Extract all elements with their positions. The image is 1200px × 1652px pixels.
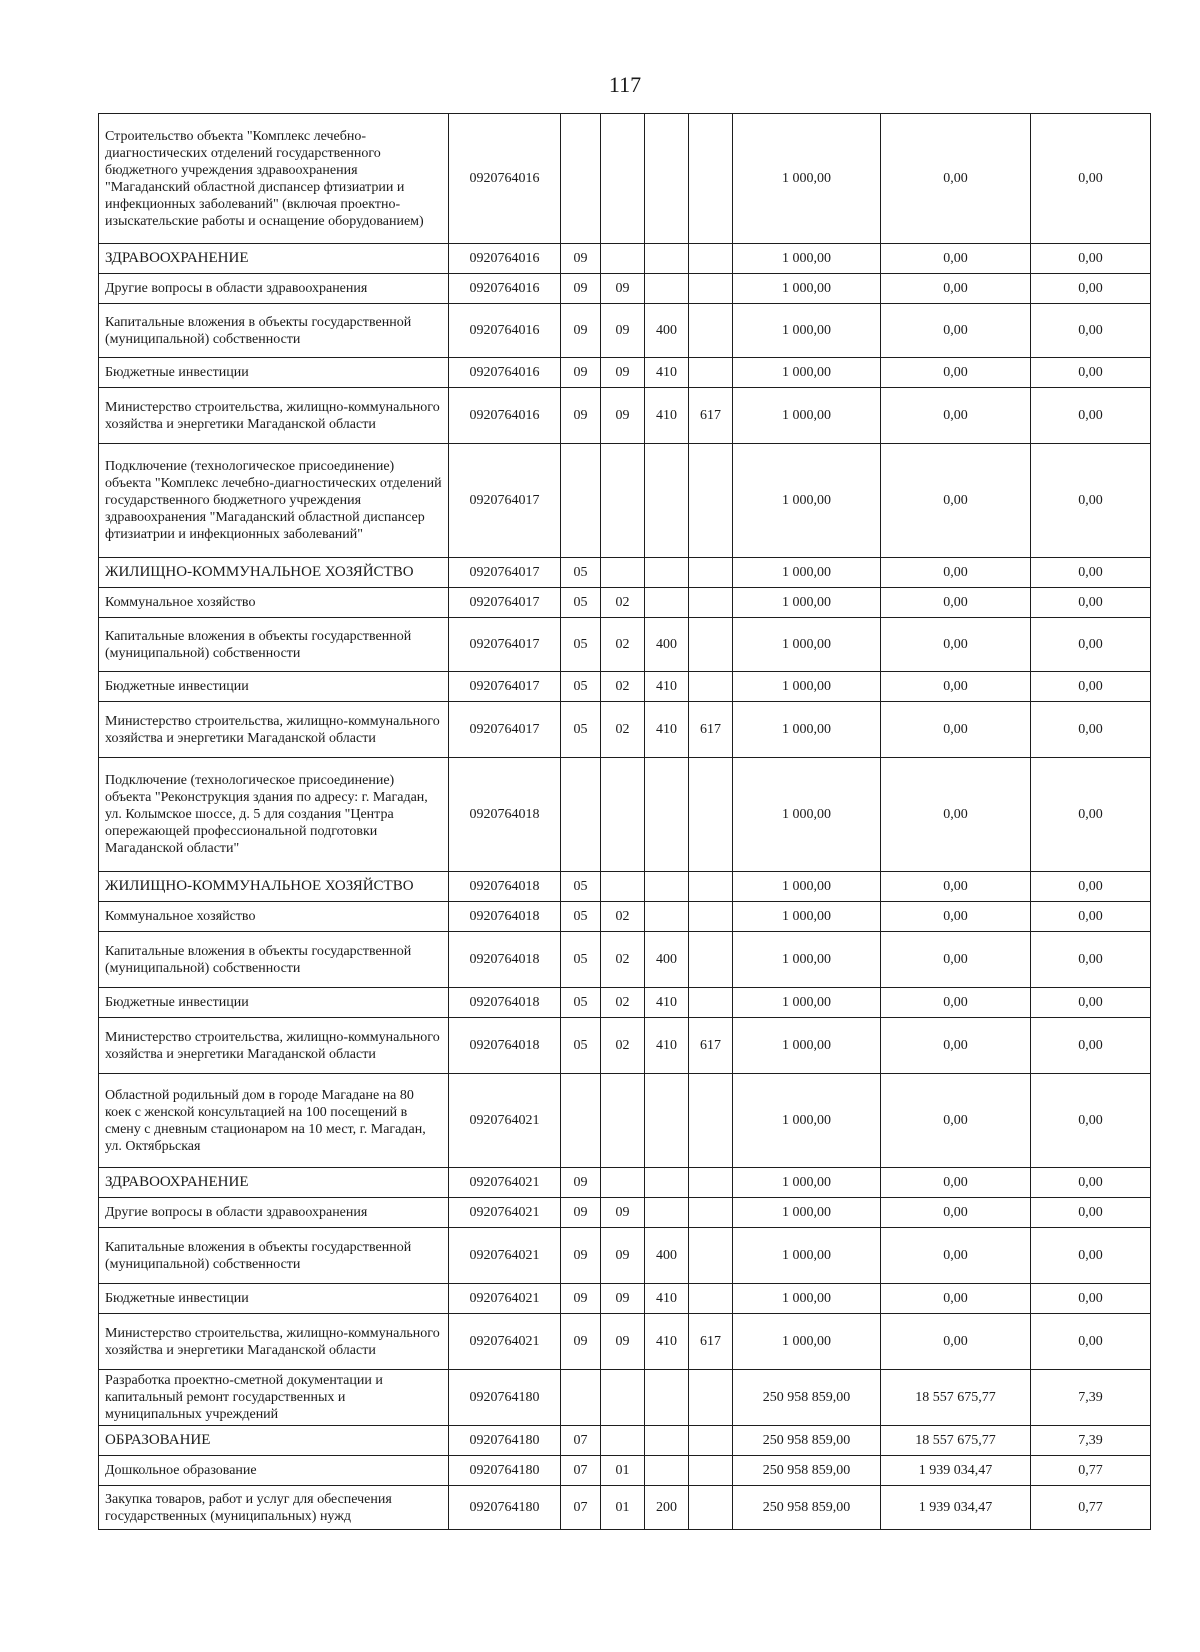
table-row xyxy=(99,702,1151,758)
section-code: 05 xyxy=(561,872,601,902)
target-code: 0920764180 xyxy=(449,1456,561,1486)
execution-percent: 0,00 xyxy=(1031,1198,1151,1228)
execution-percent: 0,77 xyxy=(1031,1456,1151,1486)
section-code: 05 xyxy=(561,988,601,1018)
planned-amount: 1 000,00 xyxy=(733,444,881,558)
item-name: Другие вопросы в области здравоохранения xyxy=(99,274,449,304)
table-row xyxy=(99,444,1151,558)
execution-percent: 0,00 xyxy=(1031,588,1151,618)
planned-amount: 1 000,00 xyxy=(733,1284,881,1314)
administrator-code: 617 xyxy=(689,388,733,444)
executed-amount: 0,00 xyxy=(881,558,1031,588)
section-code: 09 xyxy=(561,1168,601,1198)
section-code: 09 xyxy=(561,244,601,274)
executed-amount: 0,00 xyxy=(881,902,1031,932)
section-code: 09 xyxy=(561,274,601,304)
execution-percent: 0,00 xyxy=(1031,1074,1151,1168)
administrator-code xyxy=(689,274,733,304)
section-code: 07 xyxy=(561,1456,601,1486)
table-row xyxy=(99,1198,1151,1228)
table-row xyxy=(99,932,1151,988)
expense-type-code: 410 xyxy=(645,1284,689,1314)
item-name: Коммунальное хозяйство xyxy=(99,902,449,932)
subsection-code: 02 xyxy=(601,902,645,932)
subsection-code: 01 xyxy=(601,1456,645,1486)
administrator-code xyxy=(689,758,733,872)
target-code: 0920764016 xyxy=(449,304,561,358)
target-code: 0920764016 xyxy=(449,388,561,444)
table-row xyxy=(99,1486,1151,1530)
executed-amount: 0,00 xyxy=(881,1198,1031,1228)
subsection-code xyxy=(601,114,645,244)
expense-type-code xyxy=(645,1426,689,1456)
subsection-code xyxy=(601,1074,645,1168)
expense-type-code xyxy=(645,1456,689,1486)
section-code: 09 xyxy=(561,304,601,358)
planned-amount: 1 000,00 xyxy=(733,902,881,932)
item-name: ЗДРАВООХРАНЕНИЕ xyxy=(99,1168,449,1198)
execution-percent: 0,00 xyxy=(1031,1018,1151,1074)
expense-type-code: 410 xyxy=(645,388,689,444)
execution-percent: 0,00 xyxy=(1031,444,1151,558)
target-code: 0920764180 xyxy=(449,1426,561,1456)
planned-amount: 250 958 859,00 xyxy=(733,1426,881,1456)
section-code: 05 xyxy=(561,618,601,672)
table-row xyxy=(99,388,1151,444)
administrator-code xyxy=(689,1198,733,1228)
table-row xyxy=(99,872,1151,902)
planned-amount: 1 000,00 xyxy=(733,702,881,758)
table-row xyxy=(99,902,1151,932)
planned-amount: 250 958 859,00 xyxy=(733,1456,881,1486)
table-row xyxy=(99,114,1151,244)
target-code: 0920764017 xyxy=(449,444,561,558)
administrator-code xyxy=(689,588,733,618)
executed-amount: 0,00 xyxy=(881,618,1031,672)
expense-type-code: 410 xyxy=(645,672,689,702)
item-name: Закупка товаров, работ и услуг для обеспечения государственных (муниципальных) нужд xyxy=(99,1486,449,1530)
execution-percent: 0,00 xyxy=(1031,114,1151,244)
expense-type-code: 410 xyxy=(645,1018,689,1074)
target-code: 0920764180 xyxy=(449,1370,561,1426)
execution-percent: 0,00 xyxy=(1031,358,1151,388)
target-code: 0920764021 xyxy=(449,1168,561,1198)
execution-percent: 0,00 xyxy=(1031,902,1151,932)
target-code: 0920764018 xyxy=(449,902,561,932)
executed-amount: 0,00 xyxy=(881,588,1031,618)
target-code: 0920764180 xyxy=(449,1486,561,1530)
expense-type-code xyxy=(645,1074,689,1168)
executed-amount: 0,00 xyxy=(881,988,1031,1018)
target-code: 0920764021 xyxy=(449,1074,561,1168)
administrator-code xyxy=(689,358,733,388)
subsection-code: 09 xyxy=(601,304,645,358)
planned-amount: 1 000,00 xyxy=(733,1074,881,1168)
expense-type-code xyxy=(645,872,689,902)
item-name: Бюджетные инвестиции xyxy=(99,672,449,702)
planned-amount: 1 000,00 xyxy=(733,114,881,244)
planned-amount: 1 000,00 xyxy=(733,872,881,902)
subsection-code: 09 xyxy=(601,358,645,388)
item-name: Бюджетные инвестиции xyxy=(99,1284,449,1314)
subsection-code: 09 xyxy=(601,1228,645,1284)
section-code: 09 xyxy=(561,358,601,388)
subsection-code xyxy=(601,1370,645,1426)
section-code: 05 xyxy=(561,588,601,618)
item-name: Подключение (технологическое присоединение) объекта "Комплекс лечебно-диагностических отделений государственного бюджетного учреждения здравоохранения "Магаданский областной диспансер фтизиатрии и инфекционных заболеваний" xyxy=(99,444,449,558)
expense-type-code xyxy=(645,244,689,274)
item-name: Областной родильный дом в городе Магадане на 80 коек с женской консультацией на 100 посещений в смену с дневным стационаром на 10 мест, г. Магадан, ул. Октябрьская xyxy=(99,1074,449,1168)
table-row xyxy=(99,558,1151,588)
item-name: Бюджетные инвестиции xyxy=(99,358,449,388)
section-code xyxy=(561,1370,601,1426)
section-code: 07 xyxy=(561,1486,601,1530)
administrator-code xyxy=(689,1486,733,1530)
table-row xyxy=(99,244,1151,274)
administrator-code xyxy=(689,672,733,702)
planned-amount: 1 000,00 xyxy=(733,1314,881,1370)
table-row xyxy=(99,1284,1151,1314)
administrator-code xyxy=(689,1284,733,1314)
executed-amount: 0,00 xyxy=(881,1018,1031,1074)
table-row xyxy=(99,358,1151,388)
expense-type-code xyxy=(645,902,689,932)
execution-percent: 0,77 xyxy=(1031,1486,1151,1530)
executed-amount: 0,00 xyxy=(881,932,1031,988)
table-row xyxy=(99,1074,1151,1168)
administrator-code xyxy=(689,988,733,1018)
section-code xyxy=(561,444,601,558)
planned-amount: 1 000,00 xyxy=(733,388,881,444)
expense-type-code: 200 xyxy=(645,1486,689,1530)
execution-percent: 0,00 xyxy=(1031,672,1151,702)
expense-type-code: 410 xyxy=(645,702,689,758)
expense-type-code: 400 xyxy=(645,1228,689,1284)
target-code: 0920764017 xyxy=(449,558,561,588)
target-code: 0920764018 xyxy=(449,872,561,902)
expense-type-code xyxy=(645,1168,689,1198)
expense-type-code xyxy=(645,558,689,588)
section-code: 05 xyxy=(561,902,601,932)
section-code: 05 xyxy=(561,558,601,588)
section-code: 09 xyxy=(561,1284,601,1314)
executed-amount: 0,00 xyxy=(881,444,1031,558)
executed-amount: 0,00 xyxy=(881,1168,1031,1198)
table-row xyxy=(99,1456,1151,1486)
planned-amount: 1 000,00 xyxy=(733,588,881,618)
administrator-code xyxy=(689,558,733,588)
item-name: Министерство строительства, жилищно-коммунального хозяйства и энергетики Магаданской области xyxy=(99,388,449,444)
execution-percent: 0,00 xyxy=(1031,558,1151,588)
target-code: 0920764017 xyxy=(449,702,561,758)
item-name: Министерство строительства, жилищно-коммунального хозяйства и энергетики Магаданской области xyxy=(99,1314,449,1370)
section-code xyxy=(561,758,601,872)
item-name: ЖИЛИЩНО-КОММУНАЛЬНОЕ ХОЗЯЙСТВО xyxy=(99,872,449,902)
administrator-code xyxy=(689,304,733,358)
table-row xyxy=(99,1370,1151,1426)
expense-type-code xyxy=(645,444,689,558)
administrator-code xyxy=(689,1370,733,1426)
execution-percent: 0,00 xyxy=(1031,388,1151,444)
table-row xyxy=(99,1426,1151,1456)
table-row xyxy=(99,1018,1151,1074)
table-row xyxy=(99,274,1151,304)
subsection-code xyxy=(601,1168,645,1198)
page-number: 117 xyxy=(608,72,642,97)
item-name: Коммунальное хозяйство xyxy=(99,588,449,618)
expense-type-code xyxy=(645,1370,689,1426)
execution-percent: 7,39 xyxy=(1031,1370,1151,1426)
table-row xyxy=(99,758,1151,872)
planned-amount: 1 000,00 xyxy=(733,244,881,274)
execution-percent: 0,00 xyxy=(1031,988,1151,1018)
item-name: ЖИЛИЩНО-КОММУНАЛЬНОЕ ХОЗЯЙСТВО xyxy=(99,558,449,588)
item-name: ЗДРАВООХРАНЕНИЕ xyxy=(99,244,449,274)
executed-amount: 0,00 xyxy=(881,1314,1031,1370)
execution-percent: 0,00 xyxy=(1031,1168,1151,1198)
target-code: 0920764016 xyxy=(449,244,561,274)
subsection-code: 09 xyxy=(601,274,645,304)
subsection-code: 02 xyxy=(601,672,645,702)
table-row xyxy=(99,988,1151,1018)
administrator-code xyxy=(689,932,733,988)
execution-percent: 0,00 xyxy=(1031,872,1151,902)
table-row xyxy=(99,304,1151,358)
target-code: 0920764021 xyxy=(449,1228,561,1284)
planned-amount: 1 000,00 xyxy=(733,1018,881,1074)
section-code: 07 xyxy=(561,1426,601,1456)
administrator-code xyxy=(689,114,733,244)
administrator-code xyxy=(689,1456,733,1486)
subsection-code: 02 xyxy=(601,618,645,672)
expense-type-code xyxy=(645,758,689,872)
executed-amount: 0,00 xyxy=(881,758,1031,872)
section-code: 09 xyxy=(561,1228,601,1284)
subsection-code: 09 xyxy=(601,388,645,444)
planned-amount: 1 000,00 xyxy=(733,1198,881,1228)
administrator-code xyxy=(689,902,733,932)
executed-amount: 0,00 xyxy=(881,1228,1031,1284)
administrator-code: 617 xyxy=(689,1314,733,1370)
execution-percent: 0,00 xyxy=(1031,1314,1151,1370)
expense-type-code xyxy=(645,114,689,244)
expense-type-code: 400 xyxy=(645,932,689,988)
section-code: 09 xyxy=(561,1314,601,1370)
executed-amount: 0,00 xyxy=(881,388,1031,444)
administrator-code: 617 xyxy=(689,702,733,758)
subsection-code xyxy=(601,558,645,588)
target-code: 0920764021 xyxy=(449,1198,561,1228)
executed-amount: 0,00 xyxy=(881,244,1031,274)
expense-type-code xyxy=(645,588,689,618)
item-name: Капитальные вложения в объекты государственной (муниципальной) собственности xyxy=(99,304,449,358)
target-code: 0920764018 xyxy=(449,1018,561,1074)
item-name: Другие вопросы в области здравоохранения xyxy=(99,1198,449,1228)
item-name: Министерство строительства, жилищно-коммунального хозяйства и энергетики Магаданской области xyxy=(99,702,449,758)
execution-percent: 0,00 xyxy=(1031,618,1151,672)
execution-percent: 0,00 xyxy=(1031,702,1151,758)
execution-percent: 0,00 xyxy=(1031,304,1151,358)
planned-amount: 1 000,00 xyxy=(733,304,881,358)
subsection-code: 01 xyxy=(601,1486,645,1530)
table-row xyxy=(99,588,1151,618)
execution-percent: 0,00 xyxy=(1031,1284,1151,1314)
administrator-code xyxy=(689,1228,733,1284)
subsection-code: 02 xyxy=(601,1018,645,1074)
expense-type-code: 400 xyxy=(645,304,689,358)
administrator-code xyxy=(689,444,733,558)
subsection-code: 02 xyxy=(601,702,645,758)
subsection-code xyxy=(601,872,645,902)
section-code: 05 xyxy=(561,1018,601,1074)
target-code: 0920764018 xyxy=(449,758,561,872)
executed-amount: 0,00 xyxy=(881,1074,1031,1168)
subsection-code: 02 xyxy=(601,988,645,1018)
planned-amount: 1 000,00 xyxy=(733,358,881,388)
administrator-code xyxy=(689,1426,733,1456)
subsection-code: 02 xyxy=(601,932,645,988)
execution-percent: 0,00 xyxy=(1031,244,1151,274)
administrator-code xyxy=(689,1074,733,1168)
item-name: Разработка проектно-сметной документации и капитальный ремонт государственных и муниципальных учреждений xyxy=(99,1370,449,1426)
executed-amount: 18 557 675,77 xyxy=(881,1370,1031,1426)
planned-amount: 250 958 859,00 xyxy=(733,1486,881,1530)
subsection-code: 09 xyxy=(601,1198,645,1228)
subsection-code: 02 xyxy=(601,588,645,618)
planned-amount: 1 000,00 xyxy=(733,758,881,872)
administrator-code xyxy=(689,872,733,902)
expense-type-code: 400 xyxy=(645,618,689,672)
executed-amount: 0,00 xyxy=(881,358,1031,388)
target-code: 0920764018 xyxy=(449,988,561,1018)
planned-amount: 1 000,00 xyxy=(733,1228,881,1284)
target-code: 0920764017 xyxy=(449,672,561,702)
table-row xyxy=(99,618,1151,672)
planned-amount: 1 000,00 xyxy=(733,618,881,672)
planned-amount: 1 000,00 xyxy=(733,1168,881,1198)
execution-percent: 0,00 xyxy=(1031,758,1151,872)
item-name: Бюджетные инвестиции xyxy=(99,988,449,1018)
table-body xyxy=(99,114,1151,1530)
planned-amount: 250 958 859,00 xyxy=(733,1370,881,1426)
executed-amount: 18 557 675,77 xyxy=(881,1426,1031,1456)
item-name: Капитальные вложения в объекты государственной (муниципальной) собственности xyxy=(99,932,449,988)
subsection-code: 09 xyxy=(601,1314,645,1370)
executed-amount: 1 939 034,47 xyxy=(881,1456,1031,1486)
target-code: 0920764016 xyxy=(449,274,561,304)
subsection-code xyxy=(601,244,645,274)
subsection-code xyxy=(601,444,645,558)
section-code: 05 xyxy=(561,702,601,758)
planned-amount: 1 000,00 xyxy=(733,558,881,588)
target-code: 0920764016 xyxy=(449,114,561,244)
table-row xyxy=(99,1314,1151,1370)
planned-amount: 1 000,00 xyxy=(733,932,881,988)
item-name: Капитальные вложения в объекты государственной (муниципальной) собственности xyxy=(99,618,449,672)
section-code: 05 xyxy=(561,932,601,988)
administrator-code xyxy=(689,1168,733,1198)
expense-type-code: 410 xyxy=(645,988,689,1018)
planned-amount: 1 000,00 xyxy=(733,274,881,304)
section-code xyxy=(561,1074,601,1168)
target-code: 0920764016 xyxy=(449,358,561,388)
executed-amount: 0,00 xyxy=(881,672,1031,702)
expense-type-code: 410 xyxy=(645,1314,689,1370)
target-code: 0920764021 xyxy=(449,1314,561,1370)
expense-type-code xyxy=(645,274,689,304)
item-name: Капитальные вложения в объекты государственной (муниципальной) собственности xyxy=(99,1228,449,1284)
subsection-code: 09 xyxy=(601,1284,645,1314)
table-row xyxy=(99,672,1151,702)
planned-amount: 1 000,00 xyxy=(733,672,881,702)
subsection-code xyxy=(601,758,645,872)
expense-type-code: 410 xyxy=(645,358,689,388)
table-row xyxy=(99,1228,1151,1284)
expense-type-code xyxy=(645,1198,689,1228)
executed-amount: 0,00 xyxy=(881,1284,1031,1314)
target-code: 0920764021 xyxy=(449,1284,561,1314)
execution-percent: 0,00 xyxy=(1031,274,1151,304)
planned-amount: 1 000,00 xyxy=(733,988,881,1018)
target-code: 0920764017 xyxy=(449,618,561,672)
section-code: 05 xyxy=(561,672,601,702)
section-code xyxy=(561,114,601,244)
executed-amount: 0,00 xyxy=(881,304,1031,358)
table-row xyxy=(99,1168,1151,1198)
administrator-code: 617 xyxy=(689,1018,733,1074)
item-name: ОБРАЗОВАНИЕ xyxy=(99,1426,449,1456)
subsection-code xyxy=(601,1426,645,1456)
item-name: Строительство объекта "Комплекс лечебно-диагностических отделений государственного бюджетного учреждения здравоохранения "Магаданский областной диспансер фтизиатрии и инфекционных заболеваний" (включая проектно-изыскательские работы и оснащение оборудованием) xyxy=(99,114,449,244)
target-code: 0920764017 xyxy=(449,588,561,618)
item-name: Министерство строительства, жилищно-коммунального хозяйства и энергетики Магаданской области xyxy=(99,1018,449,1074)
item-name: Дошкольное образование xyxy=(99,1456,449,1486)
item-name: Подключение (технологическое присоединение) объекта "Реконструкция здания по адресу: г. Магадан, ул. Колымское шоссе, д. 5 для создания "Центра опережающей профессиональной подготовки Магаданской области" xyxy=(99,758,449,872)
section-code: 09 xyxy=(561,388,601,444)
administrator-code xyxy=(689,244,733,274)
execution-percent: 7,39 xyxy=(1031,1426,1151,1456)
execution-percent: 0,00 xyxy=(1031,1228,1151,1284)
section-code: 09 xyxy=(561,1198,601,1228)
executed-amount: 0,00 xyxy=(881,702,1031,758)
executed-amount: 0,00 xyxy=(881,274,1031,304)
executed-amount: 0,00 xyxy=(881,114,1031,244)
execution-percent: 0,00 xyxy=(1031,932,1151,988)
administrator-code xyxy=(689,618,733,672)
executed-amount: 0,00 xyxy=(881,872,1031,902)
budget-table xyxy=(98,113,1151,1530)
target-code: 0920764018 xyxy=(449,932,561,988)
executed-amount: 1 939 034,47 xyxy=(881,1486,1031,1530)
